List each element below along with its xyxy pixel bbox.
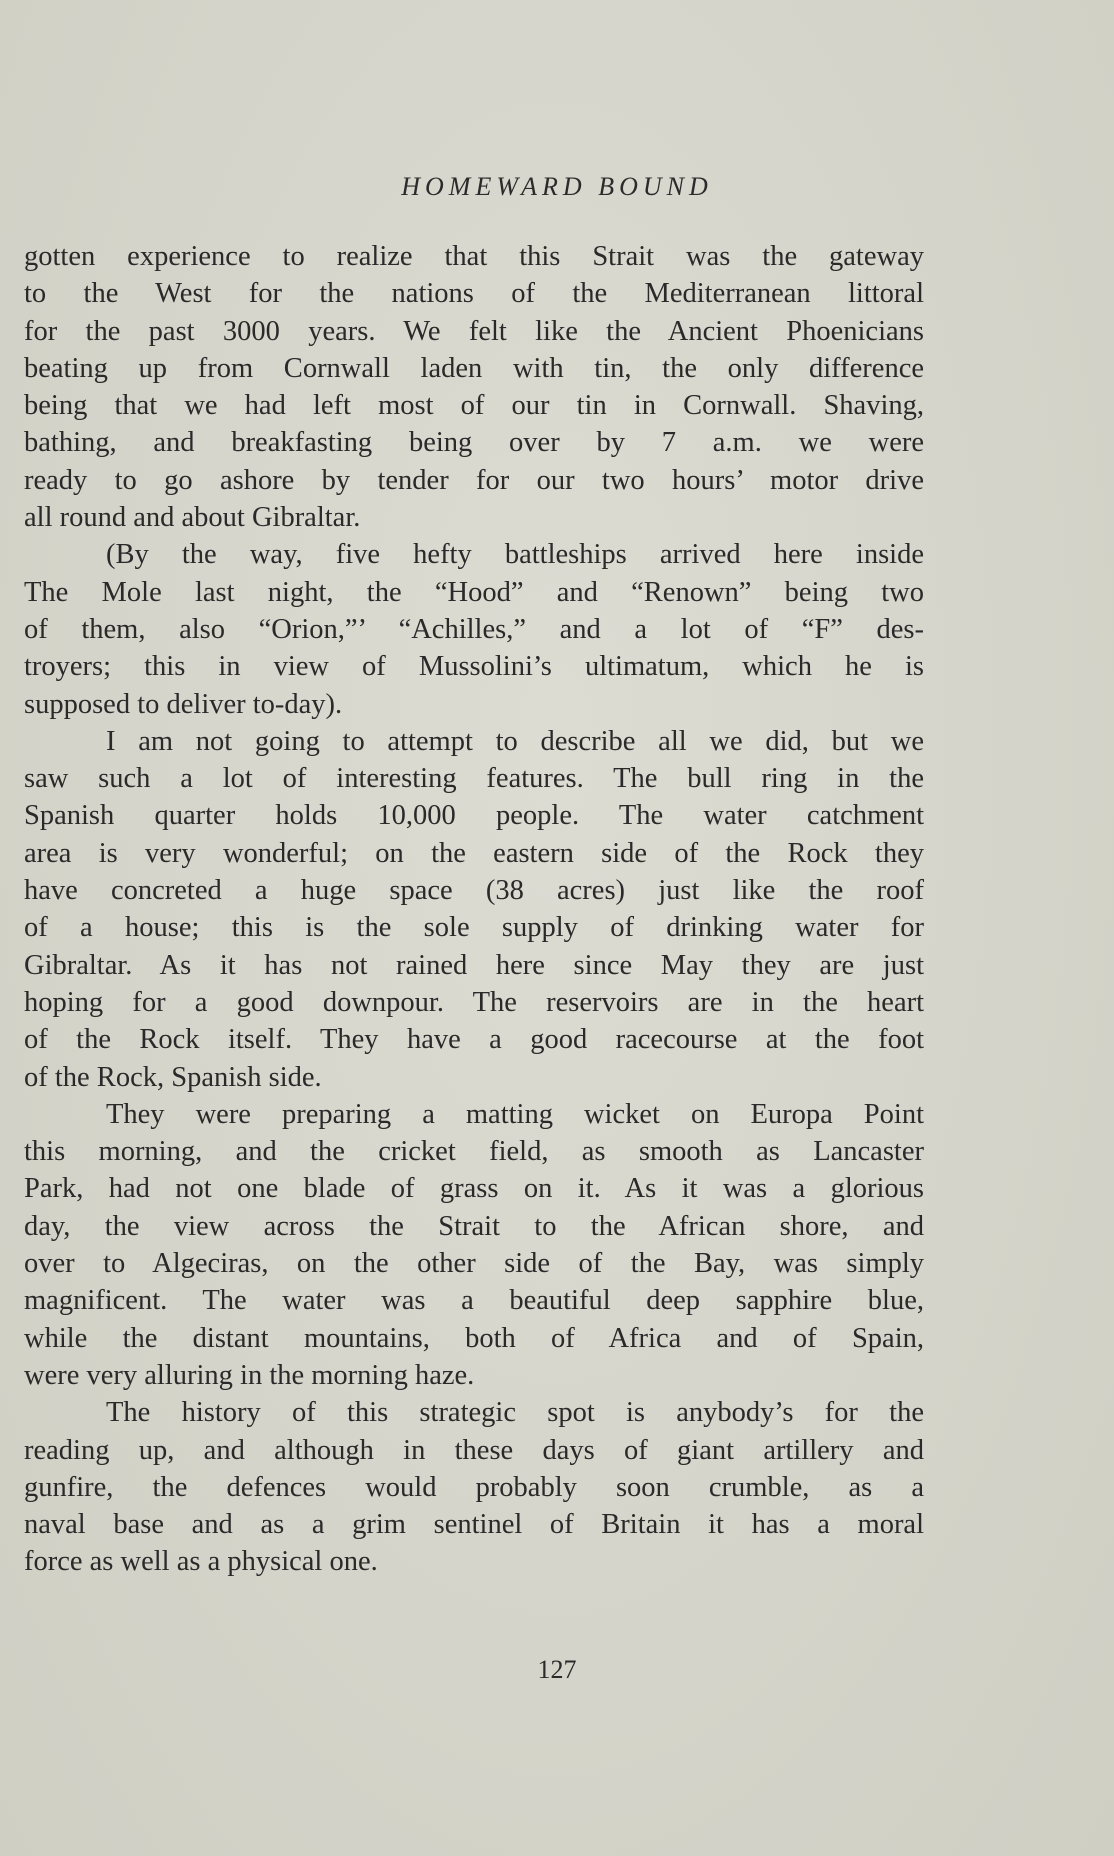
text-line: have concreted a huge space (38 acres) just like the roof bbox=[24, 875, 924, 907]
text-line: of the Rock itself. They have a good racecourse at the foot bbox=[24, 1024, 924, 1056]
text-line: gunfire, the defences would probably soon crumble, as a bbox=[24, 1471, 924, 1503]
text-line: The Mole last night, the “Hood” and “Renown” being two bbox=[24, 576, 924, 608]
text-line: while the distant mountains, both of Africa and of Spain, bbox=[24, 1322, 924, 1354]
text-line: Gibraltar. As it has not rained here since May they are just bbox=[24, 949, 924, 981]
text-line: naval base and as a grim sentinel of Britain it has a moral bbox=[24, 1509, 924, 1541]
paragraph bbox=[24, 1394, 924, 1580]
text-line: magnificent. The water was a beautiful deep sapphire blue, bbox=[24, 1285, 924, 1317]
text-line: for the past 3000 years. We felt like the Ancient Phoenicians bbox=[24, 315, 924, 347]
text-line: of them, also “Orion,”’ “Achilles,” and a lot of “F” des- bbox=[24, 613, 924, 645]
text-line: troyers; this in view of Mussolini’s ultimatum, which he is bbox=[24, 651, 924, 683]
paragraph bbox=[24, 238, 924, 536]
text-line: hoping for a good downpour. The reservoirs are in the heart bbox=[24, 986, 924, 1018]
text-line: to the West for the nations of the Mediterranean littoral bbox=[24, 278, 924, 310]
text-line: (By the way, five hefty battleships arrived here inside bbox=[106, 539, 924, 571]
text-line: beating up from Cornwall laden with tin, the only difference bbox=[24, 352, 924, 384]
paragraph bbox=[24, 723, 924, 1096]
text-line: Spanish quarter holds 10,000 people. The water catchment bbox=[24, 800, 924, 832]
paragraph bbox=[24, 1096, 924, 1394]
text-line: The history of this strategic spot is anybody’s for the bbox=[106, 1397, 924, 1429]
text-line: this morning, and the cricket field, as smooth as Lancaster bbox=[24, 1136, 924, 1168]
running-head: HOMEWARD BOUND bbox=[401, 172, 713, 201]
text-line: reading up, and although in these days of giant artillery and bbox=[24, 1434, 924, 1466]
text-line: of a house; this is the sole supply of drinking water for bbox=[24, 912, 924, 944]
text-line: of the Rock, Spanish side. bbox=[24, 1061, 322, 1093]
text-line: They were preparing a matting wicket on Europa Point bbox=[106, 1098, 924, 1130]
text-line: being that we had left most of our tin in Cornwall. Shaving, bbox=[24, 390, 924, 422]
text-line: area is very wonderful; on the eastern side of the Rock they bbox=[24, 837, 924, 869]
text-line: supposed to deliver to-day). bbox=[24, 688, 343, 720]
page-number: 127 bbox=[537, 1655, 577, 1684]
body-text bbox=[24, 238, 924, 1581]
text-line: all round and about Gibraltar. bbox=[24, 502, 361, 534]
text-line: saw such a lot of interesting features. The bull ring in the bbox=[24, 763, 924, 795]
paragraph bbox=[24, 536, 924, 722]
text-line: I am not going to attempt to describe all we did, but we bbox=[106, 725, 924, 757]
text-line: Park, had not one blade of grass on it. As it was a glorious bbox=[24, 1173, 924, 1205]
text-line: gotten experience to realize that this Strait was the gateway bbox=[24, 241, 924, 272]
text-line: force as well as a physical one. bbox=[24, 1546, 378, 1578]
text-line: over to Algeciras, on the other side of the Bay, was simply bbox=[24, 1248, 924, 1280]
text-line: bathing, and breakfasting being over by 7 a.m. we were bbox=[24, 427, 924, 459]
text-line: ready to go ashore by tender for our two hours’ motor drive bbox=[24, 464, 924, 496]
text-line: were very alluring in the morning haze. bbox=[24, 1359, 475, 1391]
text-line: day, the view across the Strait to the African shore, and bbox=[24, 1210, 924, 1242]
